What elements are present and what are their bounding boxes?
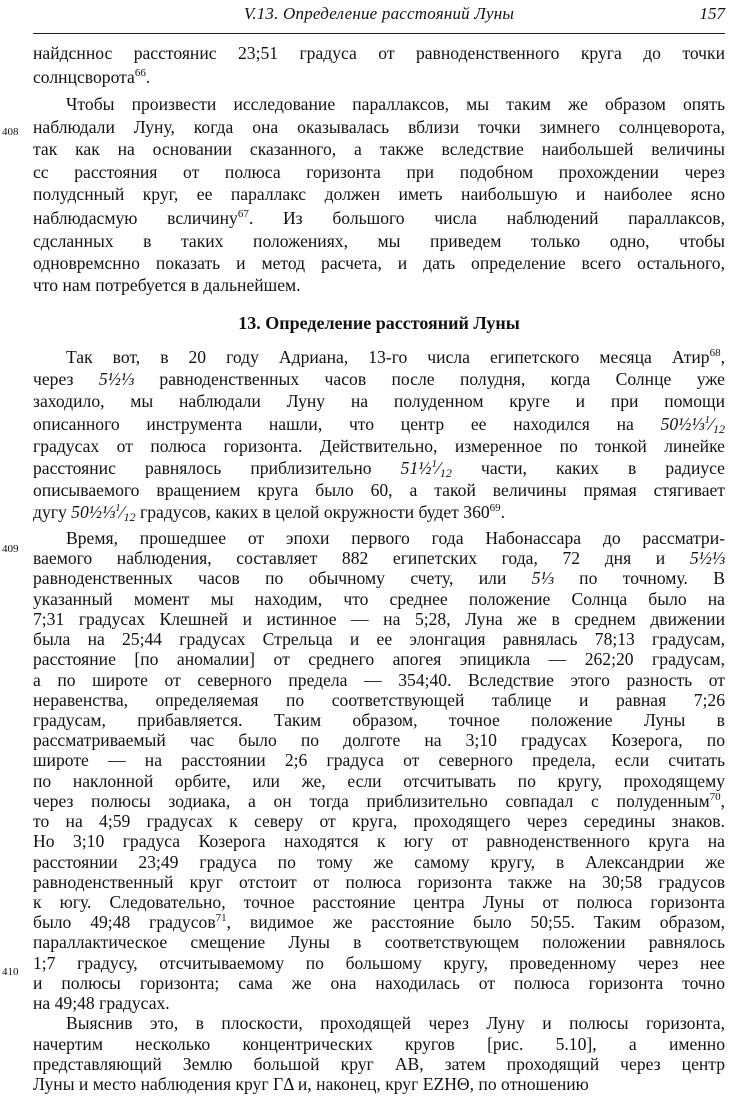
line-text: солнцсворота — [33, 67, 135, 87]
text-line — [33, 1033, 725, 1055]
line-text: равноденственных часов после полудня, когда Солнце уже — [134, 369, 725, 390]
text-line — [33, 138, 725, 160]
text-line — [66, 346, 725, 368]
text-line — [33, 729, 725, 751]
text-line — [66, 1012, 725, 1034]
text-line — [33, 161, 725, 183]
line-text: указанный момент мы находим, что среднее положение Солнца было на — [33, 588, 725, 609]
text-line — [33, 871, 725, 893]
margin-number: 408 — [2, 126, 19, 138]
fraction-slash: ⁄ — [710, 413, 713, 434]
line-text: Луны и место наблюдения круг ГΔ и, наконец, круг EZHΘ, по отношению — [33, 1074, 589, 1094]
line-text: одновремснно показать и метод расчета, и дать определение всего остального, — [33, 253, 725, 273]
text-line — [33, 830, 725, 852]
line-text: расстоянии 23;49 градуса по тому же самому кругу, в Александрии же — [33, 851, 725, 872]
line-text: равноденственный круг отстоит от полюса горизонта также на 30;58 градусов — [33, 871, 725, 892]
line-text: . — [500, 502, 506, 523]
text-line — [33, 628, 725, 650]
line-text: наблюдали Луну, когда она оказывалась вблизи точки зимнего солнцеворота, — [33, 117, 725, 137]
fraction-numerator: 1 — [431, 458, 437, 470]
line-text: части, каких в радиусе — [451, 458, 725, 478]
line-text: что нам потребуется в дальнейшем. — [33, 275, 301, 295]
line-text: сс расстояния от полюса горизонта при подобном прохождении через — [33, 162, 725, 182]
line-text: , — [720, 347, 725, 367]
line-text: градусам, прибавляется. Таким образом, точное положение Луны в — [33, 710, 725, 730]
line-text: дугу — [33, 502, 72, 523]
text-line — [33, 567, 725, 589]
line-text: и полюсы горизонта; сама же она находилась от полюса горизонта точно — [33, 972, 725, 993]
line-text: . Из большого числа наблюдений параллаксов, — [248, 208, 725, 228]
fraction-numerator: 1 — [115, 502, 121, 515]
fraction-twelfth — [115, 502, 136, 525]
fraction: 50½⅓ — [660, 413, 705, 434]
text-line — [33, 116, 725, 138]
text-line — [33, 230, 725, 252]
running-head — [33, 0, 725, 34]
text-line — [33, 972, 725, 994]
line-text: так как на основании сказанного, а также вследствие наибольшей величины — [33, 139, 725, 159]
section-heading: 13. Определение расстояний Луны — [238, 313, 520, 333]
fraction-slash: ⁄ — [120, 502, 124, 523]
text-line — [33, 648, 725, 670]
text-line — [33, 435, 725, 457]
text-line — [33, 770, 725, 792]
line-text: параллактическое смещение Луны в соответствующем положении равнялось — [33, 932, 725, 953]
line-text: заходило, мы наблюдали Луну на полуденном круге и при помощи — [33, 391, 725, 412]
line-text: , — [720, 790, 725, 811]
text-line — [33, 368, 725, 390]
text-line — [33, 207, 725, 229]
footnote-marker: 67 — [237, 208, 249, 220]
fraction: 51½ — [400, 458, 432, 478]
fraction: 5⅓ — [531, 568, 554, 589]
text-line — [33, 1053, 725, 1075]
line-text: сдсланных в таких положениях, мы приведем только одно, чтобы — [33, 231, 725, 251]
fraction: 50½⅓ — [71, 502, 116, 523]
line-text: была на 25;44 градусах Стрельца и ее элонгация равнялась 78;13 градусам, — [33, 629, 725, 650]
line-text: полудснный круг, ее параллакс должен иметь наибольшую и наиболее ясно — [33, 184, 725, 204]
line-text: рассматриваемый час было по долготе на 3;10 градусах Козерога, по — [33, 730, 725, 751]
running-head-title: V.13. Определение расстояний Луны — [243, 4, 515, 23]
line-text: Так вот, в 20 году Адриана, 13-го числа египетского месяца Атир — [66, 347, 710, 367]
footnote-marker: 66 — [134, 67, 146, 79]
line-text: описываемого вращением круга было 60, а такой величины прямая стягивает — [33, 480, 725, 501]
text-line — [66, 527, 725, 549]
line-text: Но 3;10 градуса Козерога находятся к югу от равноденственного круга на — [33, 831, 725, 852]
line-text: найдсннос расстоянис 23;51 градуса от равноденственного круга до точки — [33, 43, 725, 63]
fraction-twelfth — [705, 414, 725, 434]
line-text: было 49;48 градусов — [33, 912, 216, 933]
margin-number: 410 — [2, 966, 19, 978]
text-line — [66, 93, 725, 115]
line-text: Выяснив это, в плоскости, проходящей через Луну и полюсы горизонта, — [66, 1013, 725, 1034]
text-line — [33, 390, 725, 412]
text-line — [33, 790, 725, 812]
text-line — [33, 749, 725, 771]
line-text: то на 4;59 градусах к северу от круга, проходящего через середины знаков. — [33, 811, 725, 832]
text-line — [33, 479, 725, 501]
text-line — [33, 1073, 725, 1095]
line-text: через полюсы зодиака, а он тогда приблизительно совпадал с полуденным — [33, 790, 710, 811]
text-line — [33, 911, 725, 933]
text-line — [33, 183, 725, 205]
fraction-slash: ⁄ — [436, 458, 440, 478]
text-line — [33, 669, 725, 691]
line-text: широте — на расстоянии 2;6 градуса от северного предела, если считать — [33, 750, 725, 771]
fraction: 5½⅓ — [689, 548, 725, 569]
text-line — [33, 709, 725, 731]
line-text: представляющий Землю большой круг АВ, затем проходящий через центр — [33, 1053, 725, 1074]
footnote-marker: 71 — [215, 912, 227, 925]
text-line — [33, 66, 725, 88]
text-line — [33, 689, 725, 711]
text-line — [33, 42, 725, 64]
text-line — [33, 952, 725, 974]
margin-number: 409 — [2, 543, 19, 555]
line-text: . — [145, 67, 151, 87]
line-text: расстояние [по аномалии] от среднего апогея эпицикла — 262;20 градусам, — [33, 649, 725, 670]
page-number: 157 — [699, 4, 725, 23]
line-text: наблюдасмую всличину — [33, 208, 238, 228]
line-text: Чтобы произвести исследование параллаксов, мы таким же образом опять — [66, 94, 725, 114]
line-text: равноденственных часов по обычному счету, или — [33, 568, 532, 589]
footnote-marker: 70 — [709, 790, 721, 803]
fraction-numerator: 1 — [704, 413, 711, 426]
text-line — [33, 501, 725, 523]
line-text: 7;31 градусах Клешней и истинное — на 5;28, Луна же в среднем движении — [33, 608, 725, 629]
text-line — [33, 891, 725, 913]
line-text: на 49;48 градусах. — [33, 993, 170, 1014]
line-text: описанного инструмента нашли, что центр ее находился на — [33, 413, 661, 434]
line-text: градусов, каких в целой окружности будет 360 — [135, 502, 490, 523]
text-line — [33, 413, 725, 435]
line-text: градусах от полюса горизонта. Действительно, измеренное по тонкой линейке — [33, 435, 725, 456]
header-rule — [33, 33, 725, 34]
fraction-denominator: 12 — [439, 466, 452, 480]
fraction: 5½⅓ — [98, 369, 135, 390]
fraction-denominator: 12 — [123, 510, 136, 525]
line-text: к югу. Следовательно, точное расстояние центра Луны от полюса горизонта — [33, 892, 725, 912]
line-text: а по широте от северного предела — 354;40. Вследствие этого разность от — [33, 669, 725, 690]
fraction-twelfth — [431, 458, 451, 478]
text-line — [33, 992, 725, 1014]
text-line — [33, 457, 725, 479]
line-text: по точному. В — [553, 568, 725, 589]
text-line — [33, 588, 725, 610]
line-text: начертим несколько концентрических кругов [рис. 5.10], а именно — [33, 1033, 725, 1054]
line-text: Время, прошедшее от эпохи первого года Набонассара до рассматри- — [66, 528, 725, 548]
line-text: расстоянис равнялось приблизительно — [33, 458, 401, 478]
line-text: 1;7 градусу, отсчитываемому по большому кругу, проведенному через нее — [33, 952, 725, 973]
text-line — [33, 931, 725, 953]
fraction-denominator: 12 — [713, 421, 725, 436]
line-text: ваемого наблюдения, составляет 882 египетских года, 72 дня и — [33, 548, 690, 569]
text-line — [33, 851, 725, 873]
line-text: по наклонной орбите, или же, если отсчитывать по кругу, проходящему — [33, 770, 725, 791]
footnote-marker: 68 — [709, 347, 721, 359]
text-line — [33, 274, 725, 296]
line-text: неравенства, определяемая по соответствующей таблице и равная 7;26 — [33, 689, 725, 710]
text-line — [33, 547, 725, 569]
line-text: , видимое же расстояние было 50;55. Таким образом, — [226, 912, 725, 933]
text-line — [33, 810, 725, 832]
text-line — [33, 608, 725, 630]
footnote-marker: 69 — [489, 502, 501, 515]
line-text: через — [33, 369, 99, 390]
text-line — [33, 252, 725, 274]
